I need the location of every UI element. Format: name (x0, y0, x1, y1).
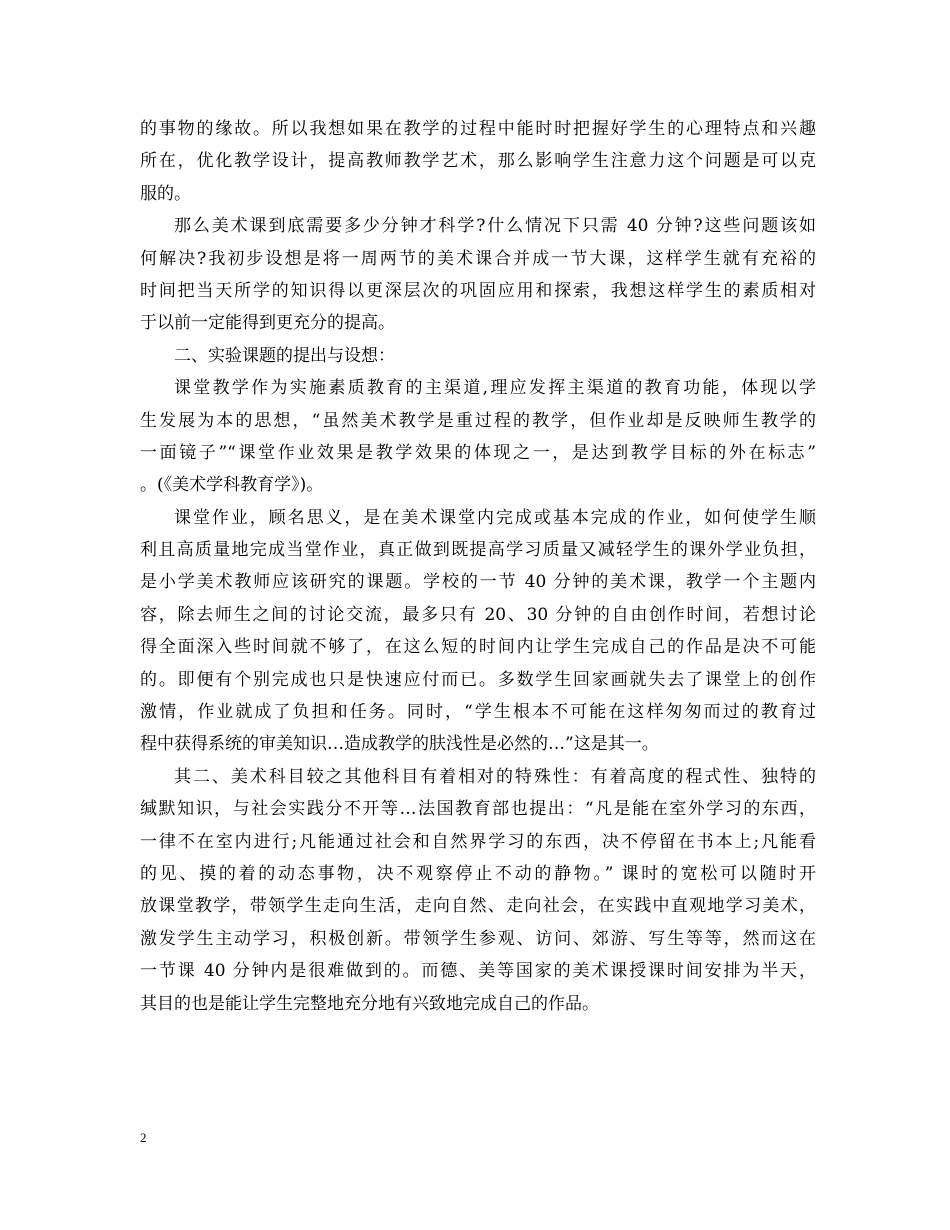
text-line: 一节课 40 分钟内是很难做到的。而德、美等国家的美术课授课时间安排为半天， (140, 961, 816, 982)
paragraph-5 (140, 761, 816, 1020)
text-line: 的。即便有个别完成也只是快速应付而已。多数学生回家画就失去了课堂上的创作 (140, 669, 816, 690)
text-line: 何解决?我初步设想是将一周两节的美术课合并成一节大课，这样学生就有充裕的 (140, 248, 816, 269)
section-heading (140, 340, 816, 372)
paragraph-1 (140, 113, 816, 210)
text-line: 课堂作业，顾名思义，是在美术课堂内完成或基本完成的作业，如何使学生顺 (174, 507, 816, 528)
paragraph-2 (140, 210, 816, 340)
text-line: 缄默知识，与社会实践分不开等…法国教育部也提出：“凡是能在室外学习的东西， (140, 799, 816, 820)
text-line: 一律不在室内进行;凡能通过社会和自然界学习的东西，决不停留在书本上;凡能看 (140, 831, 816, 852)
text-line: 放课堂教学，带领学生走向生活，走向自然、走向社会，在实践中直观地学习美术， (140, 896, 816, 917)
text-line: 时间把当天所学的知识得以更深层次的巩固应用和探索，我想这样学生的素质相对 (140, 280, 816, 301)
text-line: 得全面深入些时间就不够了，在这么短的时间内让学生完成自己的作品是决不可能 (140, 637, 816, 658)
page-number: 2 (140, 1130, 147, 1145)
text-line: 容，除去师生之间的讨论交流，最多只有 20、30 分钟的自由创作时间，若想讨论 (140, 604, 816, 625)
section-heading-text: 二、实验课题的提出与设想： (174, 345, 395, 366)
text-line: 那么美术课到底需要多少分钟才科学?什么情况下只需 40 分钟?这些问题该如 (174, 216, 816, 237)
text-line: 于以前一定能得到更充分的提高。 (140, 313, 395, 334)
text-line: 生发展为本的思想，“虽然美术教学是重过程的教学，但作业却是反映师生教学的 (140, 410, 816, 431)
text-line: 激情，作业就成了负担和任务。同时，“学生根本不可能在这样匆匆而过的教育过 (140, 702, 816, 723)
text-line: 是小学美术教师应该研究的课题。学校的一节 40 分钟的美术课，教学一个主题内 (140, 572, 816, 593)
paragraph-4 (140, 502, 816, 761)
text-line: 。(《美术学科教育学》)。 (140, 475, 324, 496)
text-line: 其目的也是能让学生完整地充分地有兴致地完成自己的作品。 (140, 993, 599, 1014)
text-line: 所在，优化教学设计，提高教师教学艺术，那么影响学生注意力这个问题是可以克 (140, 151, 816, 172)
paragraph-3 (140, 372, 816, 502)
text-line: 的见、摸的着的动态事物，决不观察停止不动的静物。” 课时的宽松可以随时开 (140, 863, 816, 884)
document-body (140, 113, 816, 1020)
text-line: 一面镜子”“课堂作业效果是教学效果的体现之一，是达到教学目标的外在标志” (140, 442, 816, 463)
text-line: 课堂教学作为实施素质教育的主渠道,理应发挥主渠道的教育功能，体现以学 (174, 378, 816, 399)
text-line: 程中获得系统的审美知识…造成教学的肤浅性是必然的…”这是其一。 (140, 734, 659, 755)
text-line: 激发学生主动学习，积极创新。带领学生参观、访问、郊游、写生等等，然而这在 (140, 928, 816, 949)
text-line: 其二、美术科目较之其他科目有着相对的特殊性：有着高度的程式性、独特的 (174, 766, 816, 787)
text-line: 的事物的缘故。所以我想如果在教学的过程中能时时把握好学生的心理特点和兴趣 (140, 119, 816, 139)
text-line: 利且高质量地完成当堂作业，真正做到既提高学习质量又减轻学生的课外学业负担， (140, 540, 816, 561)
text-line: 服的。 (140, 183, 191, 204)
